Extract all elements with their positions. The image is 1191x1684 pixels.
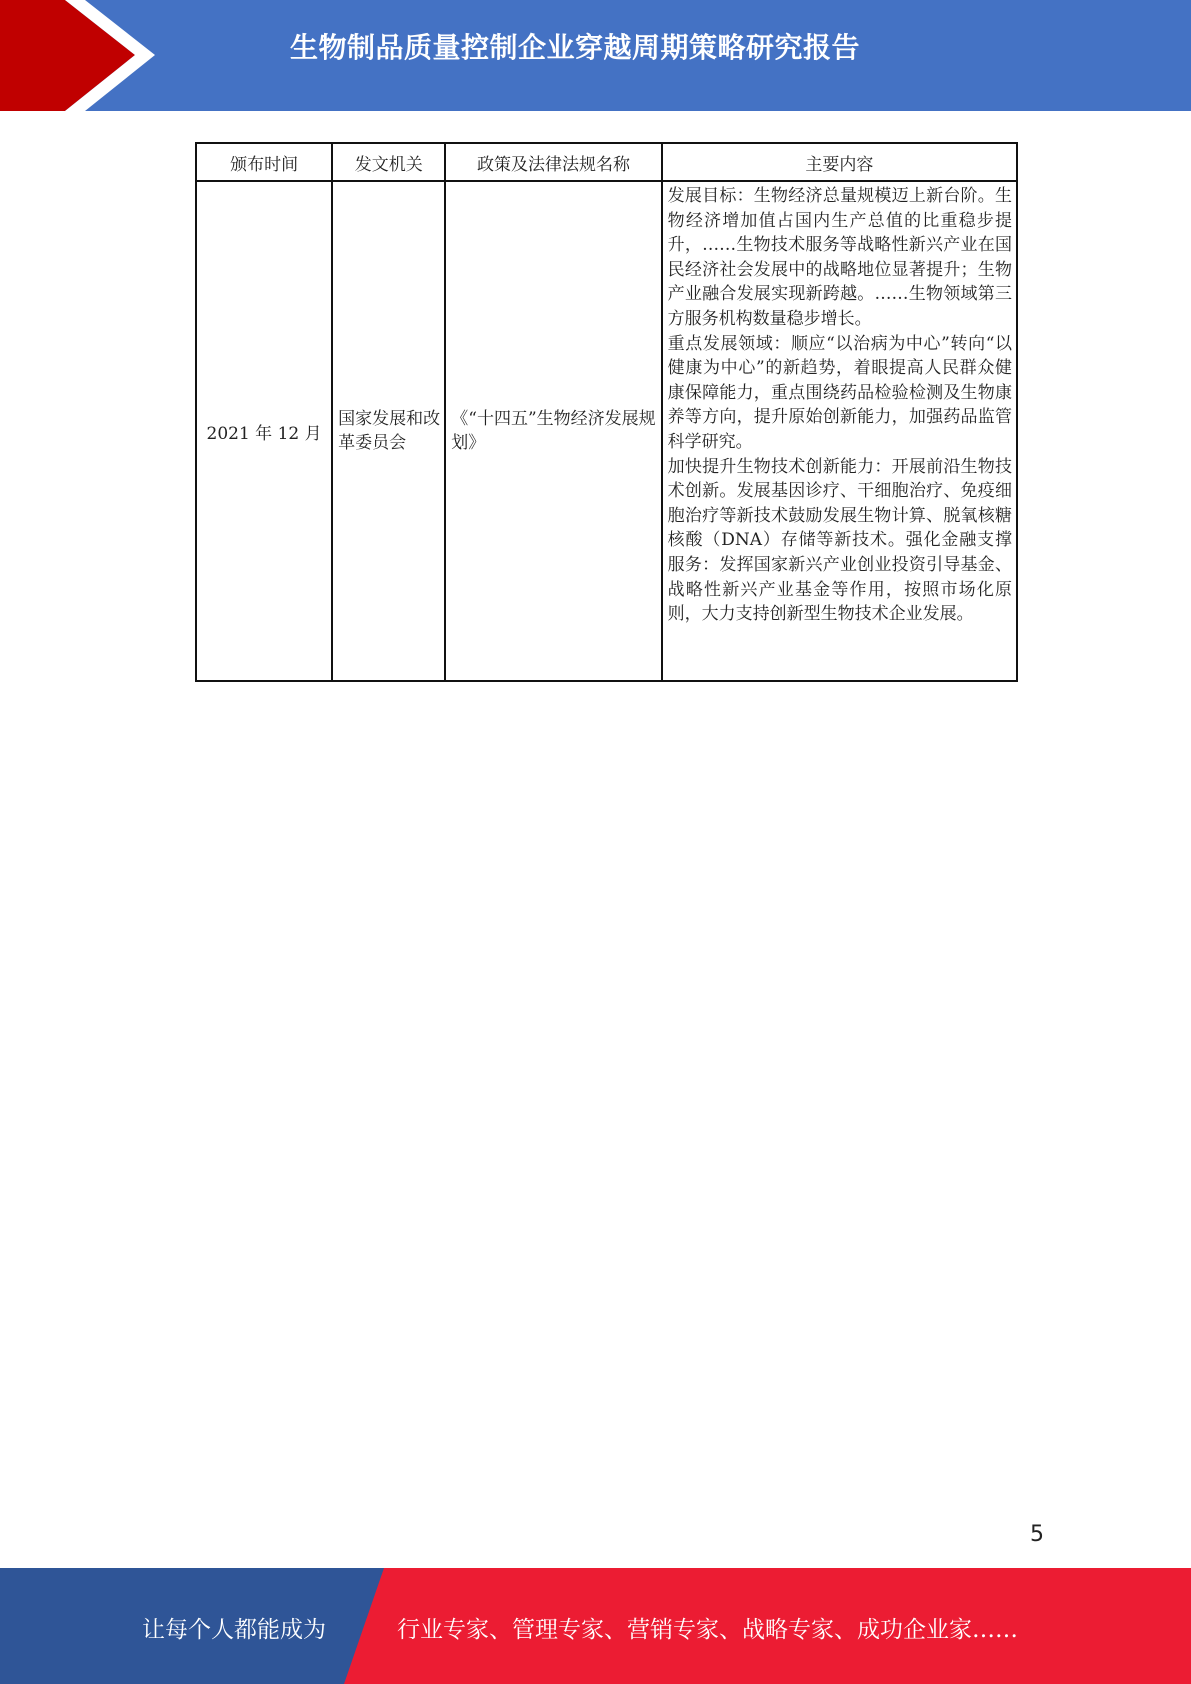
- footer-slogan-right: 行业专家、管理专家、营销专家、战略专家、成功企业家……: [397, 1617, 1018, 1643]
- column-header-main-content: 主要内容: [662, 143, 1017, 181]
- table-row: [196, 181, 1017, 681]
- footer-slogan-left: 让每个人都能成为: [142, 1617, 326, 1643]
- page-number: 5: [1030, 1522, 1044, 1547]
- column-header-date: 颁布时间: [196, 143, 332, 181]
- content-paragraph-innovation: 加快提升生物技术创新能力：开展前沿生物技术创新。发展基因诊疗、干细胞治疗、免疫细胞治疗等新技术鼓励发展生物计算、脱氧核糖核酸（DNA）存储等新技术。强化金融支撑服务：发挥国家新兴产业创业投资引导基金、战略性新兴产业基金等作用，按照市场化原则，大力支持创新型生物技术企业发展。: [667, 456, 1012, 625]
- column-header-policy-name: 政策及法律法规名称: [445, 143, 661, 181]
- column-header-issuer: 发文机关: [332, 143, 445, 181]
- content-paragraph-key-areas: 重点发展领域：顺应“以治病为中心”转向“以健康为中心”的新趋势，着眼提高人民群众健康保障能力，重点围绕药品检验检测及生物康养等方向，提升原始创新能力，加强药品监管科学研究。: [667, 333, 1012, 452]
- report-title: 生物制品质量控制企业穿越周期策略研究报告: [290, 31, 861, 64]
- policy-table: [195, 142, 1018, 682]
- cell-issuer: 国家发展和改革委员会: [332, 181, 445, 681]
- cell-date: 2021 年 12 月: [196, 181, 332, 681]
- table-header-row: [196, 143, 1017, 181]
- cell-policy-name: 《“十四五”生物经济发展规划》: [445, 181, 661, 681]
- cell-main-content: [662, 181, 1017, 681]
- content-paragraph-goals: 发展目标：生物经济总量规模迈上新台阶。生物经济增加值占国内生产总值的比重稳步提升，……生物技术服务等战略性新兴产业在国民经济社会发展中的战略地位显著提升；生物产业融合发展实现新跨越。……生物领域第三方服务机构数量稳步增长。: [667, 186, 1012, 329]
- footer-banner: [0, 1568, 1191, 1684]
- header-banner: [0, 0, 1191, 111]
